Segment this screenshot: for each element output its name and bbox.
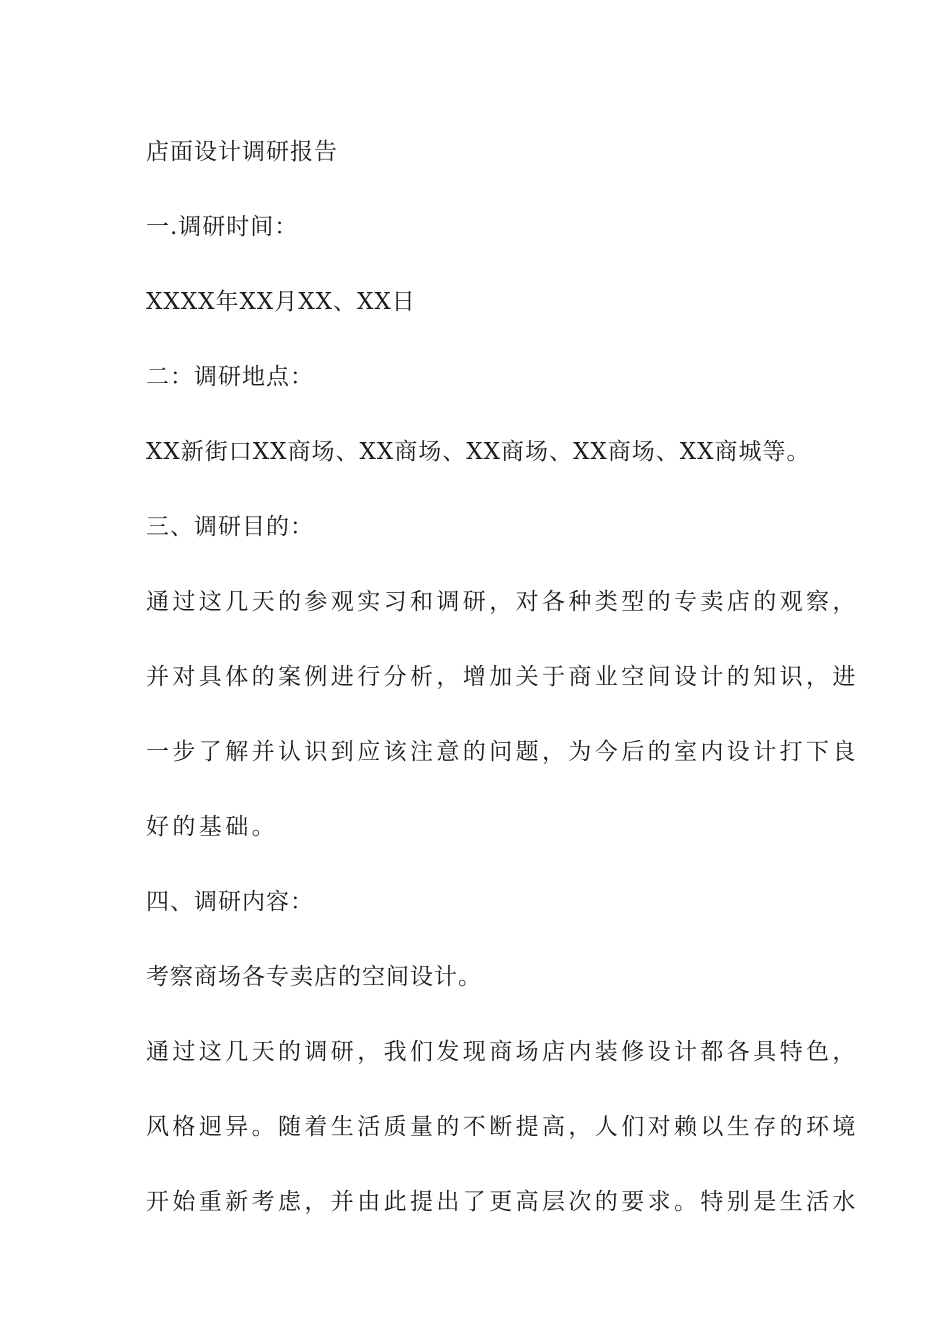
section-4-heading: 四、调研内容： xyxy=(146,889,314,915)
paragraph-line: 并对具体的案例进行分析，增加关于商业空间设计的知识，进 xyxy=(146,664,859,690)
paragraph-line: 风格迥异。随着生活质量的不断提高，人们对赖以生存的环境 xyxy=(146,1114,859,1140)
paragraph-line: 通过这几天的参观实习和调研，对各种类型的专卖店的观察， xyxy=(146,589,859,615)
section-3-heading: 三、调研目的： xyxy=(146,514,314,540)
section-4-text: 考察商场各专卖店的空间设计。 xyxy=(146,964,482,990)
section-1-text: XXXX年XX月XX、XX日 xyxy=(146,289,416,315)
paragraph-line: 开始重新考虑，并由此提出了更高层次的要求。特别是生活水 xyxy=(146,1189,859,1215)
paragraph-line: 通过这几天的调研，我们发现商场店内装修设计都各具特色， xyxy=(146,1039,859,1065)
paragraph-line: 一步了解并认识到应该注意的问题，为今后的室内设计打下良 xyxy=(146,739,859,765)
section-2-text: XX新街口XX商场、XX商场、XX商场、XX商场、XX商城等。 xyxy=(146,439,811,465)
section-1-heading: 一.调研时间： xyxy=(146,214,299,240)
section-2-heading: 二：调研地点： xyxy=(146,364,314,390)
paragraph-line: 好的基础。 xyxy=(146,814,278,840)
document-title: 店面设计调研报告 xyxy=(146,139,338,165)
